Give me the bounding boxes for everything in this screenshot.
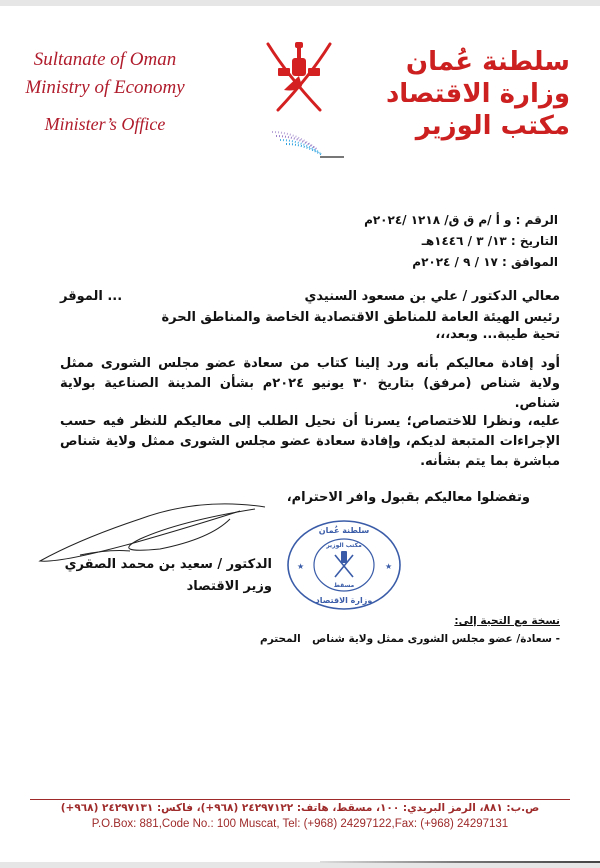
page-edge-shadow	[320, 861, 600, 863]
arabic-ministry: وزارة الاقتصاد	[385, 79, 570, 109]
letterhead-arabic	[370, 46, 570, 142]
english-office: Minister’s Office	[44, 114, 166, 134]
closing-line: وتفضلوا معاليكم بقبول وافر الاحترام،	[286, 490, 530, 505]
greeting: تحية طيبة... وبعد،،،	[435, 327, 560, 342]
letterhead-english	[20, 46, 190, 138]
english-ministry: Ministry of Economy	[25, 77, 185, 98]
addressee-honorific: ... الموقر	[60, 289, 123, 304]
footer-arabic: ص.ب: ٨٨١، الرمز البريدي: ١٠٠، مسقط، هاتف: ٢٤٢٩٧١٢٢ (٩٦٨+)، فاكس: ٢٤٢٩٧١٣١ (٩٦٨+)	[60, 802, 540, 814]
svg-text:★: ★	[297, 562, 305, 571]
copy-to-block	[260, 612, 560, 648]
addressee-block	[60, 286, 560, 328]
signatory-block	[42, 554, 272, 598]
body-paragraph-1: أود إفادة معاليكم بأنه ورد إلينا كتاب من سعادة عضو مجلس الشورى ممثل ولاية شناص (مرفق) بتاريخ ٣٠ يونيو ٢٠٢٤م بشأن المدينة الصناعية بولاية شناص.	[60, 356, 560, 411]
arabic-country: سلطنة عُمان	[405, 47, 570, 77]
stamp-outer-bottom: وزارة الاقتصاد	[315, 596, 373, 605]
footer-english: P.O.Box: 881,Code No.: 100 Muscat, Tel: (+968) 24297122,Fax: (+968) 24297131	[91, 818, 509, 830]
addressee-title: رئيس الهيئة العامة للمناطق الاقتصادية الخاصة والمناطق الحرة	[161, 310, 560, 325]
copy-to-recipient: - سعادة/ عضو مجلس الشورى ممثل ولاية شناص	[312, 633, 560, 645]
hijri-date: التاريخ : ١٣/ ٣ / ١٤٤٦هـ	[421, 234, 558, 248]
stamp-inner-bottom: مسقط	[333, 582, 355, 589]
arabic-office: مكتب الوزير	[415, 111, 570, 141]
stamp-inner-top: مكتب الوزير	[326, 542, 362, 549]
oman-khanjar-emblem-icon	[258, 36, 340, 118]
english-country: Sultanate of Oman	[33, 49, 177, 70]
copy-to-title: نسخة مع التحية إلى:	[454, 615, 560, 627]
svg-text:★: ★	[385, 562, 393, 571]
footer-divider	[30, 799, 570, 800]
stamp-outer-top: سلطنة عُمان	[318, 526, 370, 535]
signatory-name: الدكتور / سعيد بن محمد الصقري	[64, 557, 272, 572]
copy-to-honorific: المحترم	[260, 633, 301, 645]
letter-page	[0, 6, 600, 862]
addressee-name: معالي الدكتور / علي بن مسعود السنيدي	[304, 289, 560, 304]
official-ministry-stamp	[285, 519, 403, 611]
reference-number: الرقم : و أ /م ق ق/ ١٢١٨ /٢٠٢٤م	[364, 213, 558, 227]
oman-vision-wave-logo-icon	[270, 128, 350, 162]
signatory-title: وزير الاقتصاد	[186, 579, 272, 594]
body-paragraph-2: عليه، ونظرا للاختصاص؛ يسرنا أن نحيل الطلب إلى معاليكم للنظر فيه حسب الإجراءات المتبعة لديكم، وإفادة سعادة عضو مجلس الشورى ممثل ولاية شناص مباشرة بما يتم بشأنه.	[60, 414, 560, 469]
reference-block	[364, 210, 558, 273]
gregorian-date: الموافق : ١٧ / ٩ / ٢٠٢٤م	[412, 255, 558, 269]
